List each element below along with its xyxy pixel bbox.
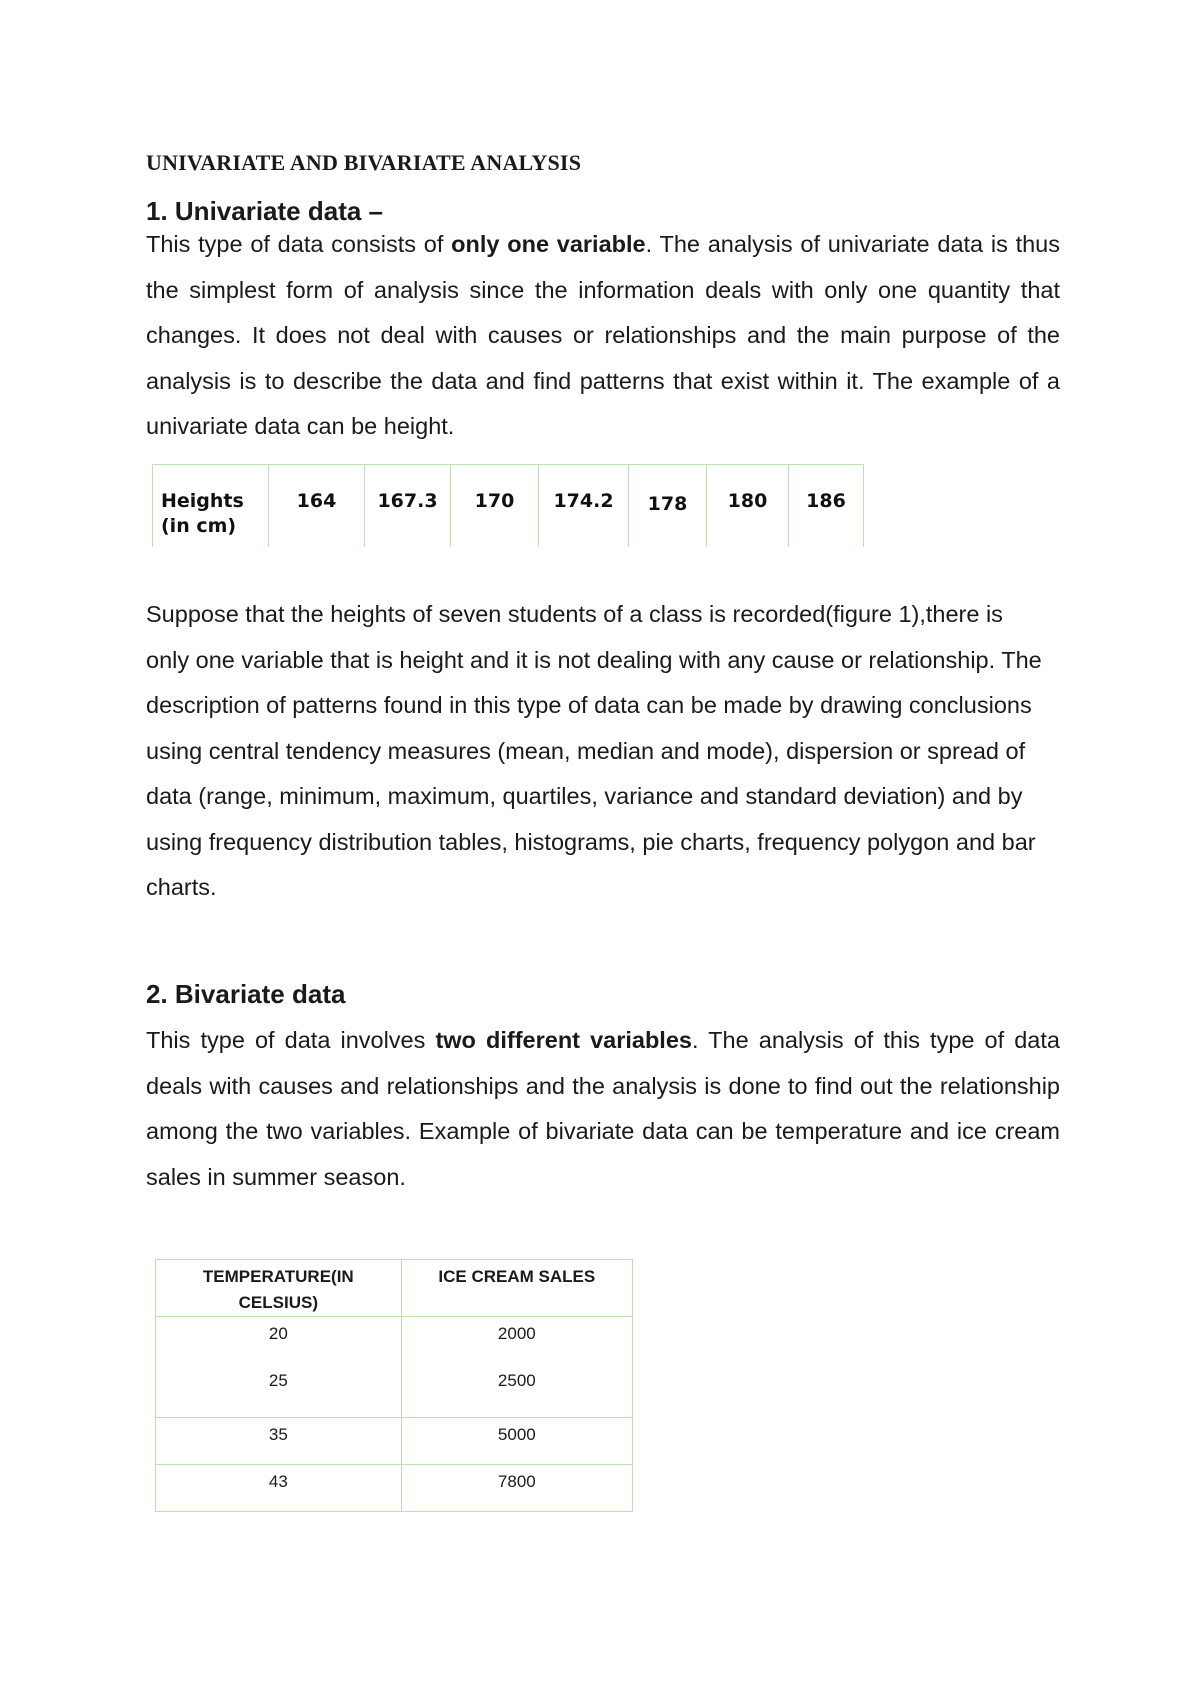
height-value-cell: 164 [269, 465, 365, 548]
paragraph-text: This type of data involves [146, 1027, 436, 1053]
heights-label-line1: Heights [161, 490, 244, 512]
sales-cell: 7800 [401, 1465, 632, 1512]
paragraph-text: This type of data consists of [146, 231, 452, 257]
heights-table [152, 464, 864, 547]
sales-value: 2500 [497, 1371, 536, 1390]
temperature-cell [156, 1317, 402, 1418]
sales-cell [401, 1317, 632, 1418]
heights-row [153, 465, 864, 548]
temperature-value: 25 [268, 1371, 288, 1390]
temperature-sales-table [155, 1259, 633, 1512]
temperature-column-header: TEMPERATURE(IN CELSIUS) [156, 1260, 402, 1317]
bivariate-description-paragraph [146, 1018, 1060, 1200]
emphasis-text: only one variable [451, 231, 646, 257]
section-heading-univariate: 1. Univariate data – [146, 196, 383, 226]
table-header-row [156, 1260, 633, 1317]
sales-column-header: ICE CREAM SALES [401, 1260, 632, 1317]
table-row [156, 1465, 633, 1512]
heights-label-cell [153, 465, 269, 548]
height-value-cell: 180 [707, 465, 789, 548]
document-title: UNIVARIATE AND BIVARIATE ANALYSIS [146, 150, 582, 175]
height-value-cell: 170 [451, 465, 539, 548]
paragraph-text: . The analysis of univariate data is thus the simplest form of analysis since the information deals with only one quantity that changes. It does not deal with causes or relationships and the main purpose of the analysis is to describe the data and find patterns that exist within it. The example of a univariate data can be height. [146, 231, 1061, 439]
sales-cell: 5000 [401, 1418, 632, 1465]
paragraph-text: . The analysis of this type of data deals with causes and relationships and the analysis is done to find out the relationship among the two variables. Example of bivariate data can be temperature and ice cream sales in summer season. [146, 1027, 1060, 1190]
sales-value: 2000 [497, 1324, 536, 1343]
height-value-cell: 167.3 [365, 465, 451, 548]
table-row [156, 1418, 633, 1465]
univariate-description-paragraph [146, 222, 1060, 450]
temperature-value: 20 [268, 1324, 288, 1343]
section-heading-bivariate: 2. Bivariate data [146, 979, 346, 1009]
univariate-explanation-paragraph: Suppose that the heights of seven students of a class is recorded(figure 1),there is only one variable that is height and it is not dealing with any cause or relationship. The description of patterns found in this type of data can be made by drawing conclusions using central tendency measures (mean, median and mode), dispersion or spread of data (range, minimum, maximum, quartiles, variance and standard deviation) and by using frequency distribution tables, histograms, pie charts, frequency polygon and bar charts. [146, 601, 1042, 900]
height-value-cell: 178 [629, 465, 707, 548]
height-value-cell: 186 [789, 465, 864, 548]
table-row [156, 1317, 633, 1418]
height-value-cell: 174.2 [539, 465, 629, 548]
temperature-cell: 35 [156, 1418, 402, 1465]
emphasis-text: two different variables [435, 1027, 692, 1053]
heights-label-line2: (in cm) [161, 515, 237, 537]
temperature-cell: 43 [156, 1465, 402, 1512]
